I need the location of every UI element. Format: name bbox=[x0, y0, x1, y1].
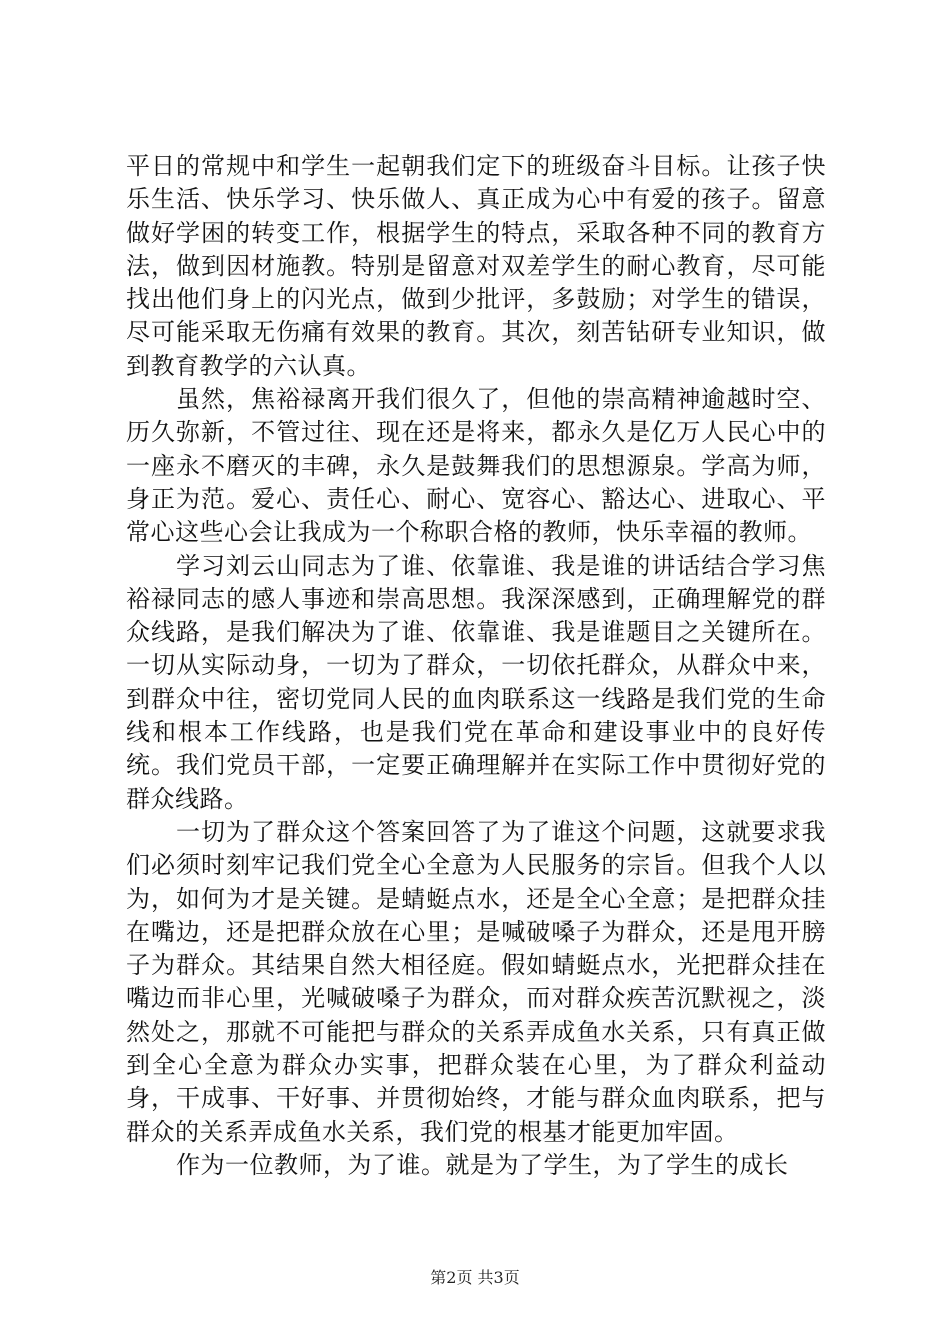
page-footer bbox=[0, 1268, 950, 1288]
page-number-label: 第2页 共3页 bbox=[430, 1268, 520, 1287]
paragraph-3: 学习刘云山同志为了谁、依靠谁、我是谁的讲话结合学习焦裕禄同志的感人事迹和崇高思想。我深深感到，正确理解党的群众线路，是我们解决为了谁、依靠谁、我是谁题目之关键所在。一切从实际动身，一切为了群众，一切依托群众，从群众中来，到群众中往，密切党同人民的血肉联系这一线路是我们党的生命线和根本工作线路，也是我们党在革命和建设事业中的良好传统。我们党员干部，一定要正确理解并在实际工作中贯彻好党的群众线路。 bbox=[126, 551, 826, 813]
paragraph-4: 一切为了群众这个答案回答了为了谁这个问题，这就要求我们必须时刻牢记我们党全心全意为人民服务的宗旨。但我个人以为，如何为才是关键。是蜻蜓点水，还是全心全意；是把群众挂在嘴边，还是把群众放在心里；是喊破嗓子为群众，还是甩开膀子为群众。其结果自然大相径庭。假如蜻蜓点水，光把群众挂在嘴边而非心里，光喊破嗓子为群众，而对群众疾苦沉默视之，淡然处之，那就不可能把与群众的关系弄成鱼水关系，只有真正做到全心全意为群众办实事，把群众装在心里，为了群众利益动身，干成事、干好事、并贯彻始终，才能与群众血肉联系，把与群众的关系弄成鱼水关系，我们党的根基才能更加牢固。 bbox=[126, 817, 826, 1146]
body-text bbox=[126, 150, 826, 1182]
paragraph-2: 虽然，焦裕禄离开我们很久了，但他的崇高精神逾越时空、历久弥新，不管过往、现在还是将来，都永久是亿万人民心中的一座永不磨灭的丰碑，永久是鼓舞我们的思想源泉。学高为师，身正为范。爱心、责任心、耐心、宽容心、豁达心、进取心、平常心这些心会让我成为一个称职合格的教师，快乐幸福的教师。 bbox=[126, 385, 826, 547]
paragraph-1: 平日的常规中和学生一起朝我们定下的班级奋斗目标。让孩子快乐生活、快乐学习、快乐做人、真正成为心中有爱的孩子。留意做好学困的转变工作，根据学生的特点，采取各种不同的教育方法，做到因材施教。特别是留意对双差学生的耐心教育，尽可能找出他们身上的闪光点，做到少批评，多鼓励；对学生的错误，尽可能采取无伤痛有效果的教育。其次，刻苦钻研专业知识，做到教育教学的六认真。 bbox=[126, 152, 826, 380]
paragraph-5: 作为一位教师，为了谁。就是为了学生，为了学生的成长 bbox=[176, 1150, 789, 1179]
